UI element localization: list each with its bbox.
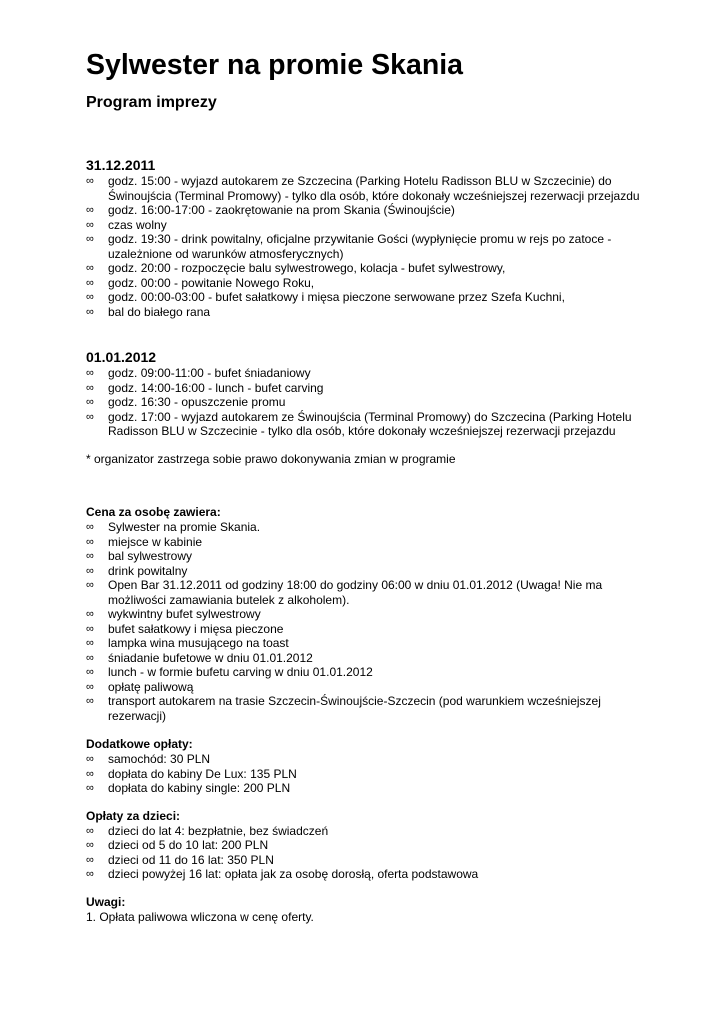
bullet-icon: ∞ bbox=[86, 262, 94, 274]
list-item bbox=[86, 607, 646, 622]
price-includes-list bbox=[86, 520, 646, 723]
list-item-text: transport autokarem na trasie Szczecin-Świnoujście-Szczecin (pod warunkiem wcześniejszej rezerwacji) bbox=[108, 694, 601, 723]
list-item-text: samochód: 30 PLN bbox=[108, 752, 211, 766]
list-item bbox=[86, 752, 646, 767]
day2-section bbox=[86, 349, 646, 439]
list-item-text: lampka wina musującego na toast bbox=[108, 636, 289, 650]
bullet-icon: ∞ bbox=[86, 535, 94, 548]
list-item bbox=[86, 520, 646, 535]
program-disclaimer: * organizator zastrzega sobie prawo dokonywania zmian w programie bbox=[86, 451, 456, 466]
list-item-text: godz. 15:00 - wyjazd autokarem ze Szczecina (Parking Hotelu Radisson BLU w Szczecinie) do Świnoujścia (Terminal Promowy) - tylko dla osób, które dokonały wcześniejszej rezerwacji przejazdu bbox=[108, 174, 640, 203]
remarks-heading: Uwagi: bbox=[86, 894, 126, 909]
list-item bbox=[86, 535, 646, 550]
day1-section bbox=[86, 157, 646, 319]
list-item-text: śniadanie bufetowe w dniu 01.01.2012 bbox=[108, 650, 313, 665]
children-fees-heading: Opłaty za dzieci: bbox=[86, 808, 181, 823]
extra-fees-section bbox=[86, 737, 646, 796]
bullet-icon: ∞ bbox=[86, 782, 94, 794]
bullet-icon: ∞ bbox=[86, 410, 94, 423]
list-item bbox=[86, 767, 646, 782]
list-item-text: drink powitalny bbox=[108, 563, 188, 578]
list-item bbox=[86, 665, 646, 680]
list-item bbox=[86, 261, 646, 276]
list-item-text: dzieci od 5 do 10 lat: 200 PLN bbox=[108, 838, 269, 852]
bullet-icon: ∞ bbox=[86, 233, 94, 245]
document-subtitle: Program imprezy bbox=[86, 94, 217, 111]
list-item bbox=[86, 622, 646, 637]
bullet-icon: ∞ bbox=[86, 175, 94, 187]
list-item-text: godz. 16:00-17:00 - zaokrętowanie na prom Skania (Świnoujście) bbox=[108, 203, 455, 217]
list-item-text: czas wolny bbox=[108, 217, 167, 232]
list-item-text: godz. 00:00-03:00 - bufet sałatkowy i mięsa pieczone serwowane przez Szefa Kuchni, bbox=[108, 290, 565, 304]
day2-date-heading: 01.01.2012 bbox=[86, 349, 157, 365]
list-item bbox=[86, 853, 646, 868]
remarks-section bbox=[86, 895, 646, 925]
list-item bbox=[86, 694, 646, 723]
list-item bbox=[86, 395, 646, 410]
list-item bbox=[86, 203, 646, 218]
list-item-text: miejsce w kabinie bbox=[108, 534, 203, 549]
bullet-icon: ∞ bbox=[86, 767, 94, 780]
children-fees-list bbox=[86, 824, 646, 882]
bullet-icon: ∞ bbox=[86, 608, 94, 620]
bullet-icon: ∞ bbox=[86, 218, 94, 231]
bullet-icon: ∞ bbox=[86, 839, 94, 851]
bullet-icon: ∞ bbox=[86, 622, 94, 635]
bullet-icon: ∞ bbox=[86, 695, 94, 707]
list-item-text: dzieci powyżej 16 lat: opłata jak za osobę dorosłą, oferta podstawowa bbox=[108, 867, 479, 881]
list-item bbox=[86, 174, 646, 203]
bullet-icon: ∞ bbox=[86, 637, 94, 649]
bullet-icon: ∞ bbox=[86, 824, 94, 837]
list-item-text: godz. 20:00 - rozpoczęcie balu sylwestrowego, kolacja - bufet sylwestrowy, bbox=[108, 261, 506, 275]
list-item bbox=[86, 381, 646, 396]
list-item-text: godz. 19:30 - drink powitalny, oficjalne przywitanie Gości (wypłynięcie promu w rejs po zatoce - uzależnione od warunków atmosferycznych) bbox=[108, 232, 612, 261]
bullet-icon: ∞ bbox=[86, 204, 94, 216]
bullet-icon: ∞ bbox=[86, 276, 94, 289]
list-item-text: wykwintny bufet sylwestrowy bbox=[108, 607, 261, 621]
bullet-icon: ∞ bbox=[86, 680, 94, 693]
document-page bbox=[86, 46, 646, 924]
day2-program-list bbox=[86, 366, 646, 439]
list-item bbox=[86, 781, 646, 796]
list-item bbox=[86, 366, 646, 381]
extra-fees-heading: Dodatkowe opłaty: bbox=[86, 737, 193, 751]
list-item-text: godz. 14:00-16:00 - lunch - bufet carving bbox=[108, 380, 324, 395]
bullet-icon: ∞ bbox=[86, 381, 94, 394]
bullet-icon: ∞ bbox=[86, 753, 94, 765]
list-item bbox=[86, 218, 646, 233]
list-item-text: bal do białego rana bbox=[108, 304, 211, 319]
list-item bbox=[86, 838, 646, 853]
day1-date-heading: 31.12.2011 bbox=[86, 157, 156, 173]
list-item bbox=[86, 651, 646, 666]
list-item-text: godz. 17:00 - wyjazd autokarem ze Świnoujścia (Terminal Promowy) do Szczecina (Parking Hotelu Radisson BLU w Szczecinie - tylko dla osób, które dokonały wcześniejszej rezerwacji przejazdu bbox=[108, 409, 632, 438]
list-item bbox=[86, 578, 646, 607]
list-item bbox=[86, 290, 646, 305]
list-item-text: dopłata do kabiny De Lux: 135 PLN bbox=[108, 766, 297, 781]
list-item-text: lunch - w formie bufetu carving w dniu 01.01.2012 bbox=[108, 665, 373, 679]
list-item bbox=[86, 867, 646, 882]
list-item bbox=[86, 410, 646, 439]
bullet-icon: ∞ bbox=[86, 396, 94, 408]
bullet-icon: ∞ bbox=[86, 579, 94, 591]
list-item-text: dzieci do lat 4: bezpłatnie, bez świadczeń bbox=[108, 823, 329, 838]
bullet-icon: ∞ bbox=[86, 868, 94, 880]
document-title: Sylwester na promie Skania bbox=[86, 49, 463, 81]
extra-fees-list bbox=[86, 752, 646, 796]
list-item-text: godz. 09:00-11:00 - bufet śniadaniowy bbox=[108, 366, 311, 380]
bullet-icon: ∞ bbox=[86, 291, 94, 303]
list-item bbox=[86, 305, 646, 320]
list-item bbox=[86, 680, 646, 695]
list-item-text: godz. 16:30 - opuszczenie promu bbox=[108, 395, 286, 409]
bullet-icon: ∞ bbox=[86, 367, 94, 379]
list-item-text: dopłata do kabiny single: 200 PLN bbox=[108, 781, 291, 795]
bullet-icon: ∞ bbox=[86, 853, 94, 866]
price-includes-heading: Cena za osobę zawiera: bbox=[86, 505, 221, 519]
list-item-text: opłatę paliwową bbox=[108, 679, 194, 694]
list-item-text: bal sylwestrowy bbox=[108, 549, 193, 563]
list-item-text: dzieci od 11 do 16 lat: 350 PLN bbox=[108, 852, 274, 867]
list-item bbox=[86, 824, 646, 839]
bullet-icon: ∞ bbox=[86, 521, 94, 533]
list-item bbox=[86, 636, 646, 651]
bullet-icon: ∞ bbox=[86, 666, 94, 678]
bullet-icon: ∞ bbox=[86, 550, 94, 562]
list-item-text: Open Bar 31.12.2011 od godziny 18:00 do godziny 06:00 w dniu 01.01.2012 (Uwaga! Nie ma możliwości zamawiania butelek z alkoholem). bbox=[108, 578, 603, 607]
list-item bbox=[86, 276, 646, 291]
children-fees-section bbox=[86, 809, 646, 882]
day1-program-list bbox=[86, 174, 646, 319]
bullet-icon: ∞ bbox=[86, 305, 94, 318]
list-item bbox=[86, 549, 646, 564]
list-item-text: godz. 00:00 - powitanie Nowego Roku, bbox=[108, 275, 315, 290]
bullet-icon: ∞ bbox=[86, 651, 94, 664]
list-item-text: bufet sałatkowy i mięsa pieczone bbox=[108, 621, 284, 636]
list-item-text: Sylwester na promie Skania. bbox=[108, 520, 261, 534]
list-item bbox=[86, 232, 646, 261]
list-item bbox=[86, 564, 646, 579]
price-includes-section bbox=[86, 505, 646, 723]
remarks-text: 1. Opłata paliwowa wliczona w cenę oferty. bbox=[86, 909, 314, 924]
bullet-icon: ∞ bbox=[86, 564, 94, 577]
